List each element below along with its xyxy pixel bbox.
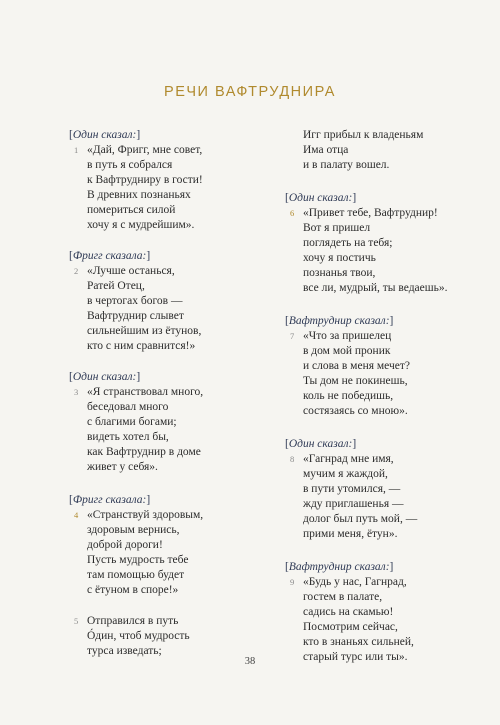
verse-line: Вафтруднир слывет [87,310,184,322]
stanza [285,560,495,665]
left-column [69,128,279,659]
speaker-name: Один сказал: [288,192,353,204]
stanza [285,437,495,542]
verse-line: Игг прибыл к владеньям [303,129,424,141]
stanza [74,614,279,659]
speaker-name: Фригг сказала: [72,494,147,506]
speaker-name: Вафтруднир сказал: [288,561,390,573]
verse-line: «Лучше останься, [87,265,175,277]
verse-line: там помощью будет [87,569,185,581]
verse-line: познанья твои, [303,267,376,279]
verse-line: «Что за пришелец [303,330,392,342]
verse-line: как Вафтруднир в доме [87,446,201,458]
stanza [69,128,279,233]
verse-line: хочу я постичь [303,252,376,264]
verse-line: в дом мой проник [303,345,391,357]
verse-line: сильнейшим из ётунов, [87,325,202,337]
speaker-label: [Один сказал:] [285,438,357,450]
verse-line: мучим я жаждой, [303,468,388,480]
verse-line: все ли, мудрый, ты ведаешь». [303,282,448,294]
stanza-number: 2 [74,266,79,276]
verse-line: «Гагнрад мне имя, [303,453,394,465]
verse-line: гостем в палате, [303,591,383,603]
verse-line: помериться силой [87,204,176,216]
verse-line: доброй дороги! [87,539,163,551]
stanza-number: 6 [290,208,295,218]
stanza-number: 7 [290,331,295,341]
verse-line: здоровым вернись, [87,524,180,536]
speaker-label: [Вафтруднир сказал:] [285,315,394,327]
page-number: 38 [244,656,256,667]
verse-line: кто в знаньях сильней, [303,636,414,648]
speaker-name: Вафтруднир сказал: [288,315,390,327]
stanza-number: 8 [290,454,295,464]
verse-line: Има отца [303,144,349,156]
verse-line: «Привет тебе, Вафтруднир! [303,207,438,219]
stanza [285,191,495,296]
verse-line: в пути утомился, — [303,483,401,495]
verse-line: Ты дом не покинешь, [303,375,408,387]
verse-line: коль не победишь, [303,390,394,402]
verse-line: Óдин, чтоб мудрость [87,630,190,642]
speaker-label: [Один сказал:] [69,129,141,141]
stanza [69,493,279,598]
verse-line: Пусть мудрость тебе [87,554,189,566]
verse-line: поглядеть на тебя; [303,237,393,249]
verse-line: долог был путь мой, — [303,513,418,525]
verse-line: хочу я с мудрейшим». [87,219,195,231]
verse-line: «Я странствовал много, [87,386,204,398]
verse-line: в чертогах богов — [87,295,183,307]
verse-line: и в палату вошел. [303,159,390,171]
right-column [285,128,495,665]
verse-line: в путь я собрался [87,159,173,171]
stanza [290,128,495,173]
verse-line: живет у себя». [87,461,158,473]
speaker-label: [Вафтруднир сказал:] [285,561,394,573]
stanza-number: 4 [74,510,79,520]
verse-line: Отправился в путь [87,615,179,627]
verse-line: жду приглашенья — [303,498,404,510]
verse-line: с благими богами; [87,416,177,428]
verse-line: турса изведать; [87,645,162,657]
verse-line: «Будь у нас, Гагнрад, [303,576,407,588]
stanza [285,314,495,419]
speaker-name: Один сказал: [288,438,353,450]
verse-line: к Вафтрудниру в гости! [87,174,203,186]
speaker-name: Один сказал: [72,129,137,141]
speaker-name: Фригг сказала: [72,250,147,262]
verse-line: Посмотрим сейчас, [303,621,398,633]
speaker-label: [Один сказал:] [285,192,357,204]
stanza-number: 1 [74,145,79,155]
verse-line: Ратей Отец, [87,280,145,292]
verse-line: «Дай, Фригг, мне совет, [87,144,203,156]
verse-line: В древних познаньях [87,189,191,201]
verse-line: видеть хотел бы, [87,431,169,443]
verse-line: садись на скамью! [303,606,394,618]
verse-line: старый турс или ты». [303,651,408,663]
stanza-number: 3 [74,387,79,397]
speaker-label: [Фригг сказала:] [69,494,151,506]
speaker-label: [Один сказал:] [69,371,141,383]
stanza-number: 9 [290,577,295,587]
verse-line: Вот я пришел [303,222,371,234]
verse-line: состязаясь со мною». [303,405,408,417]
speaker-label: [Фригг сказала:] [69,250,151,262]
stanza-number: 5 [74,616,79,626]
verse-line: кто с ним сравнится!» [87,340,196,352]
verse-line: прими меня, ётун». [303,528,398,540]
verse-line: и слова в меня мечет? [303,360,410,372]
stanza [69,370,279,475]
verse-line: беседовал много [87,401,169,413]
page-title: РЕЧИ ВАФТРУДНИРА [164,84,336,100]
speaker-name: Один сказал: [72,371,137,383]
verse-line: с ётуном в споре!» [87,584,179,596]
verse-line: «Странствуй здоровым, [87,509,204,521]
stanza [69,249,279,354]
